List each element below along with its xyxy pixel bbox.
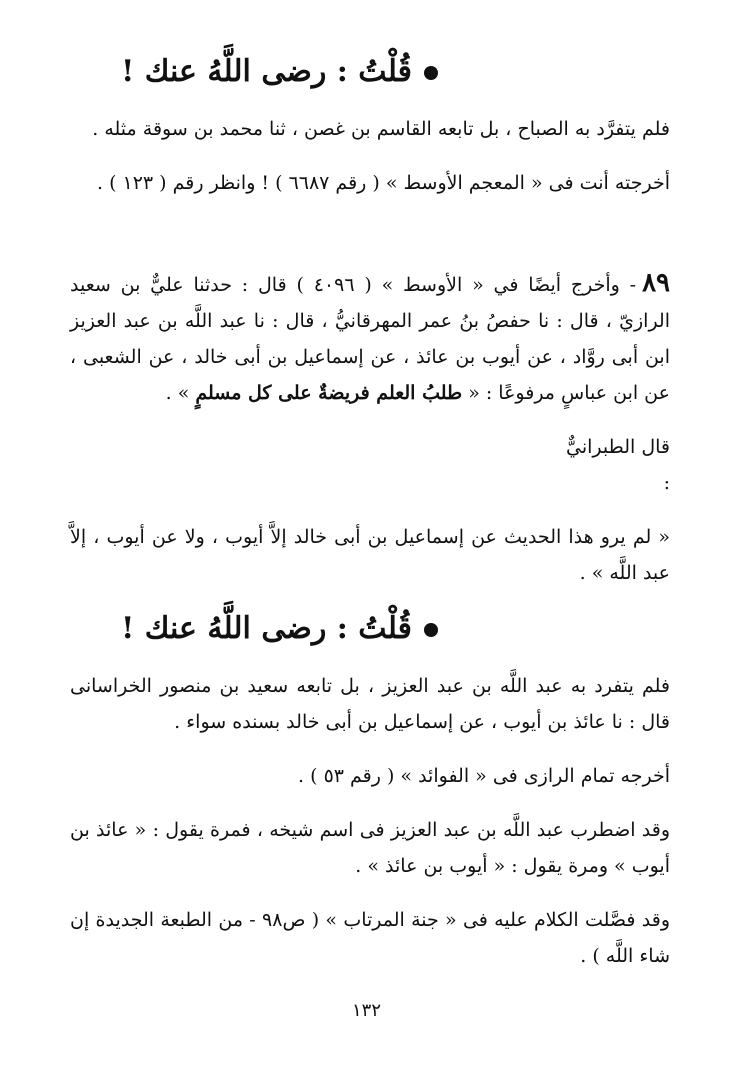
page-body: [70, 40, 670, 992]
paragraph-8: وقد اضطرب عبد اللَّه بن عبد العزيز فى اسم شيخه ، فمرة يقول : « عائذ بن أيوب » ومرة يقول : « أيوب بن عائذ » .: [70, 819, 670, 877]
paragraph-6: فلم يتفرد به عبد اللَّه بن عبد العزيز ، بل تابعه سعيد بن منصور الخراسانى قال : نا عائذ بن أيوب ، عن إسماعيل بن أبى خالد بسنده سواء .: [70, 675, 670, 733]
paragraph-tabarani: [70, 429, 670, 501]
hadith-number: ٨٩: [642, 268, 671, 298]
hadith-matn: طلبُ العلم فريضةٌ على كل مسلمٍ: [195, 382, 463, 404]
paragraph-1: فلم يتفرَّد به الصباح ، بل تابعه القاسم بن غصن ، ثنا محمد بن سوقة مثله .: [92, 118, 670, 140]
bullet-icon: [424, 66, 438, 80]
heading-2-text: قُلْتُ : رضى اللَّهُ عنك !: [121, 611, 412, 646]
paragraph-9: وقد فصَّلت الكلام عليه فى « جنة المرتاب » ( ص٩٨ - من الطبعة الجديدة إن شاء اللَّه ) .: [70, 909, 670, 967]
spacer: [70, 219, 670, 265]
hadith-text: - وأخرج أيضًا في « الأوسط » ( ٤٠٩٦ ) قال : حدثنا عليٌّ بن سعيد الرازيّ ، قال : نا حفصُ بنُ عمر المهرقانيُّ ، قال : نا عبد اللَّه بن عبد العزيز ابن أبى روَّاد ، عن أيوب بن عائذ ، عن إسماعيل بن أبى خالد ، عن الشعبى ، عن ابن عباسٍ مرفوعًا : «: [70, 274, 670, 404]
heading-1-text: قُلْتُ : رضى اللَّهُ عنك !: [121, 54, 412, 89]
section-heading-2: [70, 609, 670, 648]
section-heading-1: [70, 52, 670, 91]
paragraph-7: أخرجه تمام الرازى فى « الفوائد » ( رقم ٥٣ ) .: [298, 765, 670, 787]
paragraph-2: أخرجته أنت فى « المعجم الأوسط » ( رقم ٦٦٨٧ ) ! وانظر رقم ( ١٢٣ ) .: [96, 172, 670, 194]
tabarani-colon: :: [663, 472, 670, 494]
paragraph-hadith-89: [70, 265, 670, 411]
paragraph-quote: « لم يرو هذا الحديث عن إسماعيل بن أبى خالد إلاَّ أيوب ، ولا عن أيوب ، إلاَّ عبد اللَّه » .: [70, 526, 670, 584]
hadith-end: » .: [165, 382, 196, 404]
bullet-icon: [424, 623, 438, 637]
tabarani-label: قال الطبرانيٌّ: [566, 436, 670, 458]
page-number: ١٣٢: [351, 1000, 381, 1021]
